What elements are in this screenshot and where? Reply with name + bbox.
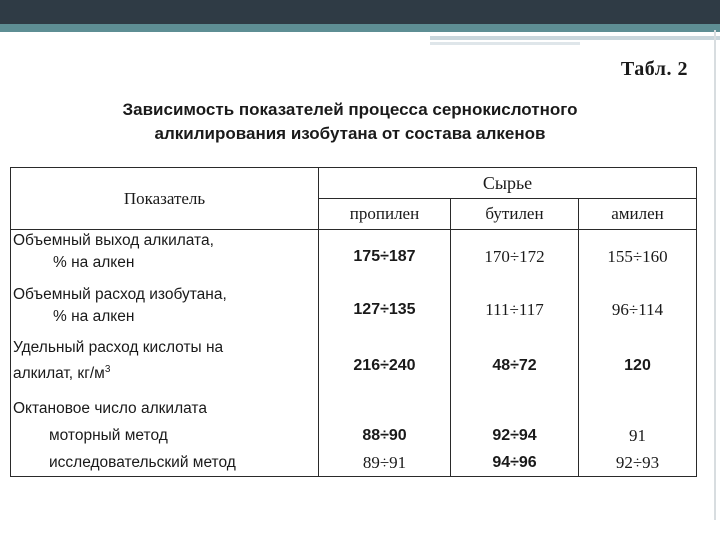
cell-value: 127÷135 bbox=[319, 284, 451, 337]
table-label: Табл. 2 bbox=[620, 58, 688, 80]
top-accent-bar bbox=[0, 24, 720, 32]
edge-rule bbox=[714, 30, 716, 520]
header-col-propylene: пропилен bbox=[319, 199, 451, 230]
cell-value: 216÷240 bbox=[319, 337, 451, 396]
row-label bbox=[11, 337, 319, 396]
table-row bbox=[11, 396, 697, 423]
decorative-strip-secondary bbox=[430, 42, 580, 45]
table-title bbox=[0, 98, 710, 146]
cell-value: 94÷96 bbox=[451, 449, 579, 476]
header-indicator: Показатель bbox=[11, 168, 319, 230]
decorative-strip bbox=[430, 36, 720, 40]
row-label-line-2: % на алкен bbox=[53, 254, 135, 271]
data-table bbox=[10, 167, 697, 477]
header-col-butylene: бутилен bbox=[451, 199, 579, 230]
title-line-1: Зависимость показателей процесса сернокислотного bbox=[122, 100, 578, 119]
row-label-line-1: Объемный расход изобутана, bbox=[13, 285, 227, 303]
row-label-line-2: % на алкен bbox=[53, 307, 135, 325]
table-row bbox=[11, 284, 697, 337]
header-col-amylene: амилен bbox=[579, 199, 697, 230]
cell-value: 120 bbox=[579, 337, 697, 396]
unit-superscript: 3 bbox=[104, 364, 111, 376]
title-line-2: алкилирования изобутана от состава алкенов bbox=[154, 124, 546, 143]
row-label bbox=[11, 230, 319, 284]
row-label-line-1: Удельный расход кислоты на bbox=[13, 339, 224, 357]
table-row bbox=[11, 422, 697, 449]
cell-value: 175÷187 bbox=[319, 230, 451, 284]
cell-value: 48÷72 bbox=[451, 337, 579, 396]
cell-value: 92÷93 bbox=[579, 449, 697, 476]
cell-value: 92÷94 bbox=[451, 422, 579, 449]
cell-value: 111÷117 bbox=[451, 284, 579, 337]
row-label: исследовательский метод bbox=[11, 449, 319, 476]
cell-value: 155÷160 bbox=[579, 230, 697, 284]
row-label-line-1: Объемный выход алкилата, bbox=[13, 232, 214, 249]
row-label bbox=[11, 284, 319, 337]
table-row bbox=[11, 449, 697, 476]
table-row bbox=[11, 337, 697, 396]
row-label-line-2: алкилат, кг/м bbox=[13, 365, 105, 383]
header-raw-material: Сырье bbox=[319, 168, 697, 199]
cell-value: 96÷114 bbox=[579, 284, 697, 337]
cell-value: 88÷90 bbox=[319, 422, 451, 449]
cell-value: 170÷172 bbox=[451, 230, 579, 284]
top-bar bbox=[0, 0, 720, 24]
cell-value: 91 bbox=[579, 422, 697, 449]
table-row bbox=[11, 230, 697, 284]
row-label: моторный метод bbox=[11, 422, 319, 449]
cell-value: 89÷91 bbox=[319, 449, 451, 476]
row-label: Октановое число алкилата bbox=[11, 396, 319, 423]
